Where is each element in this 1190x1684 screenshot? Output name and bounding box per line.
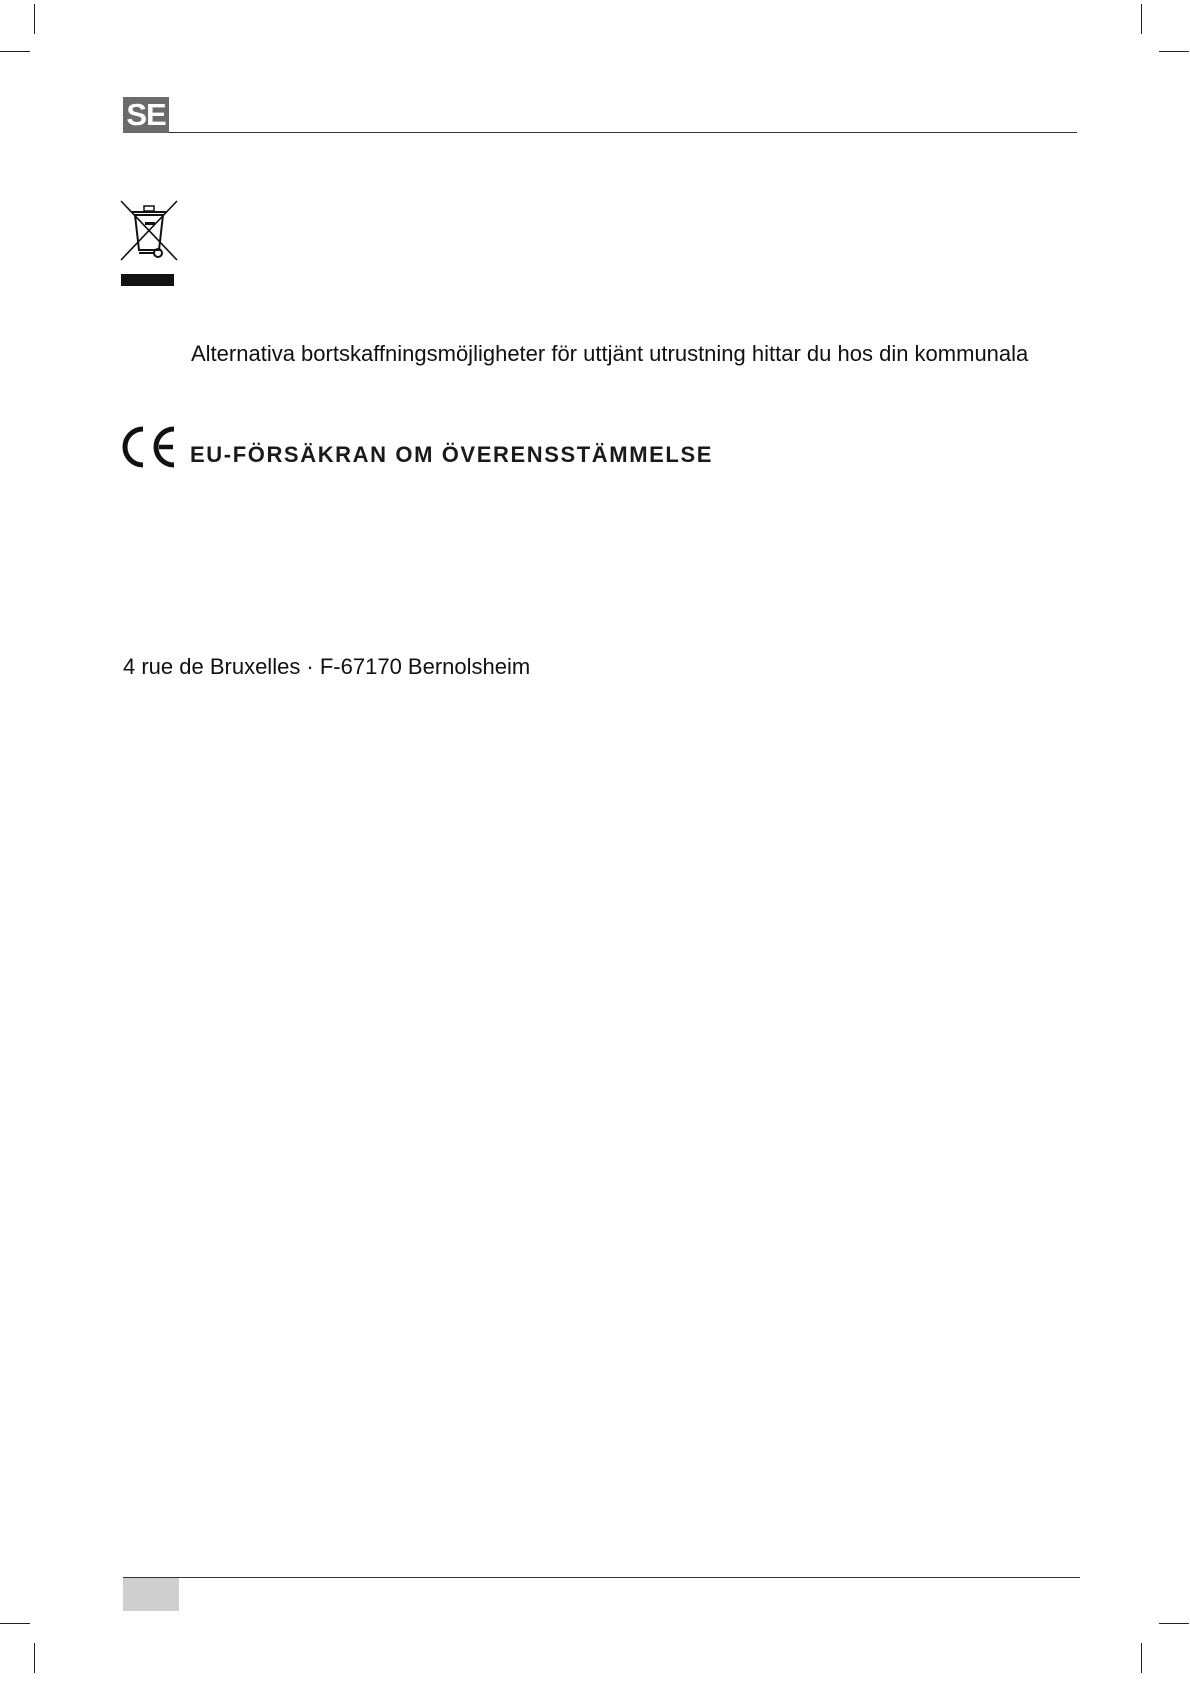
disposal-text: Alternativa bortskaffningsmöjligheter för uttjänt utrustning hittar du hos din kommunala xyxy=(191,341,1029,366)
crop-mark xyxy=(0,51,30,52)
declaration-heading: EU-FÖRSÄKRAN OM ÖVERENSSTÄMMELSE xyxy=(190,442,713,467)
crop-mark xyxy=(0,1623,30,1624)
page-number-tab xyxy=(123,1578,179,1611)
language-badge: SE xyxy=(123,97,169,133)
header-divider xyxy=(169,132,1077,133)
crop-mark xyxy=(1159,51,1189,52)
crop-mark xyxy=(1141,4,1142,34)
crop-mark xyxy=(1141,1643,1142,1673)
footer-divider xyxy=(123,1577,1080,1578)
ce-mark-icon xyxy=(121,426,179,468)
crop-mark xyxy=(34,4,35,34)
crop-mark xyxy=(34,1643,35,1673)
crossed-out-wheelie-bin-icon xyxy=(118,198,180,288)
crop-mark xyxy=(1159,1623,1189,1624)
manufacturer-address: 4 rue de Bruxelles · F-67170 Bernolsheim xyxy=(123,654,531,679)
